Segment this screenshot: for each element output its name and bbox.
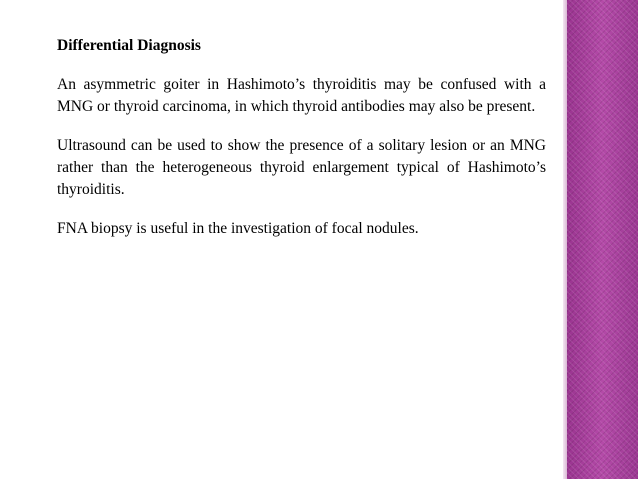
- paragraph-fna-biopsy: FNA biopsy is useful in the investigation of focal nodules.: [57, 220, 419, 237]
- decorative-sidebar: [567, 0, 638, 479]
- paragraph-ultrasound: Ultrasound can be used to show the presence of a solitary lesion or an MNG rather than the heterogeneous thyroid enlargement typical of Hashimoto’s thyroiditis.: [57, 137, 546, 198]
- paragraph-asymmetric-goiter: An asymmetric goiter in Hashimoto’s thyroiditis may be confused with a MNG or thyroid carcinoma, in which thyroid antibodies may also be present.: [57, 76, 546, 115]
- slide-heading: Differential Diagnosis: [57, 37, 201, 54]
- slide-content: [57, 35, 546, 257]
